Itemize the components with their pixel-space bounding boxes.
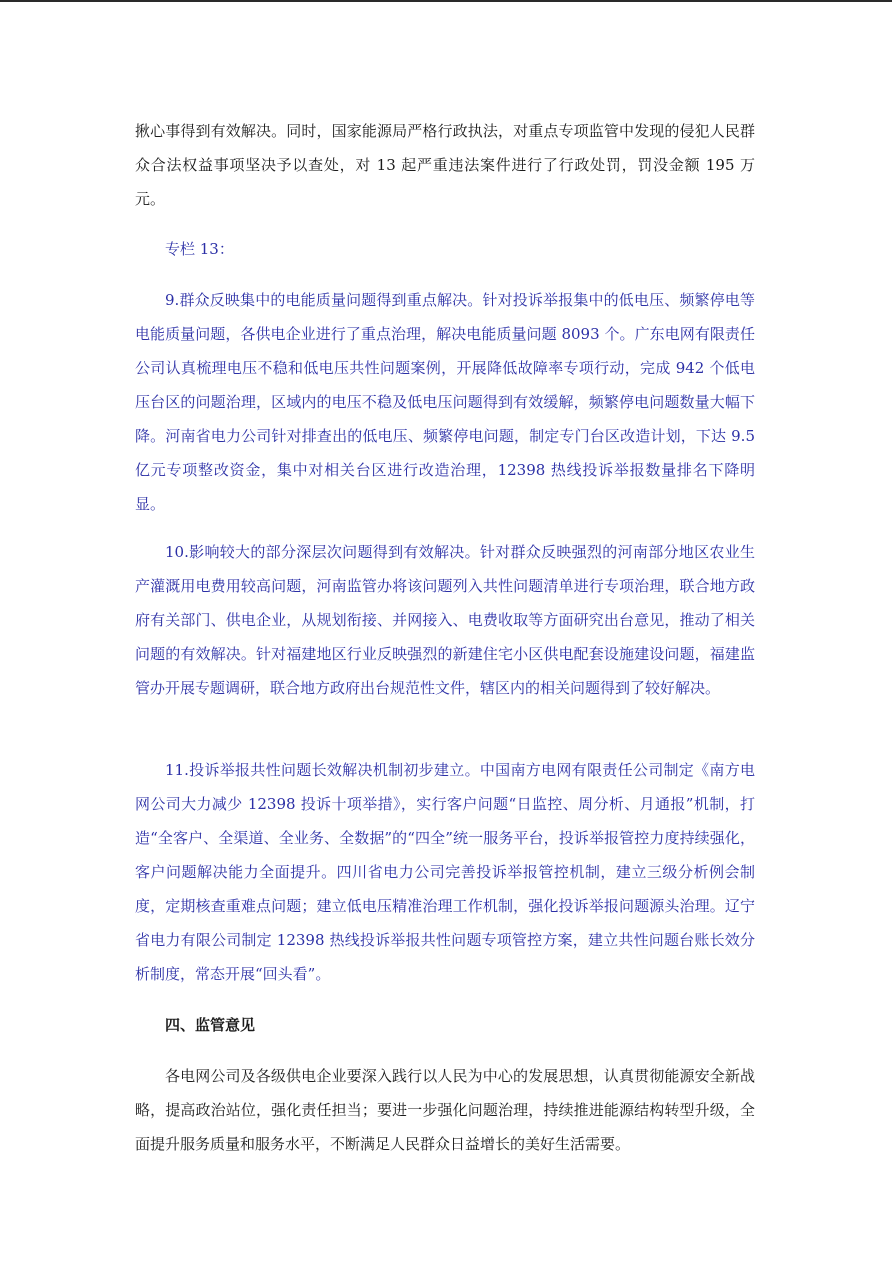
item-9-paragraph: 9.群众反映集中的电能质量问题得到重点解决。针对投诉举报集中的低电压、频繁停电等电能质量问题，各供电企业进行了重点治理，解决电能质量问题 8093 个。广东电网有限责任公司认真梳理电压不稳和低电压共性问题案例，开展降低故障率专项行动，完成 942 个低电压台区的问题治理，区域内的电压不稳及低电压问题得到有效缓解，频繁停电问题数量大幅下降。河南省电力公司针对排查出的低电压、频繁停电问题，制定专门台区改造计划，下达 9.5 亿元专项整改资金，集中对相关台区进行改造治理，12398 热线投诉举报数量排名下降明显。 <box>135 291 755 513</box>
conclusion-paragraph: 各电网公司及各级供电企业要深入践行以人民为中心的发展思想，认真贯彻能源安全新战略，提高政治站位，强化责任担当；要进一步强化问题治理，持续推进能源结构转型升级，全面提升服务质量和服务水平，不断满足人民群众日益增长的美好生活需要。 <box>135 1067 755 1153</box>
column-label: 专栏 13： <box>165 240 234 258</box>
item-11-paragraph: 11.投诉举报共性问题长效解决机制初步建立。中国南方电网有限责任公司制定《南方电网公司大力减少 12398 投诉十项举措》，实行客户问题“日监控、周分析、月通报”机制，打造“全客户、全渠道、全业务、全数据”的“四全”统一服务平台，投诉举报管控力度持续强化，客户问题解决能力全面提升。四川省电力公司完善投诉举报管控机制，建立三级分析例会制度，定期核查重难点问题；建立低电压精准治理工作机制，强化投诉举报问题源头治理。辽宁省电力有限公司制定 12398 热线投诉举报共性问题专项管控方案，建立共性问题台账长效分析制度，常态开展“回头看”。 <box>135 761 755 983</box>
section-heading: 四、监管意见 <box>165 1016 256 1034</box>
intro-continuation-paragraph: 揪心事得到有效解决。同时，国家能源局严格行政执法，对重点专项监管中发现的侵犯人民群众合法权益事项坚决予以查处，对 13 起严重违法案件进行了行政处罚，罚没金额 195 万元。 <box>135 122 755 208</box>
item-10-paragraph: 10.影响较大的部分深层次问题得到有效解决。针对群众反映强烈的河南部分地区农业生产灌溉用电费用较高问题，河南监管办将该问题列入共性问题清单进行专项治理，联合地方政府有关部门、供电企业，从规划衔接、并网接入、电费收取等方面研究出台意见，推动了相关问题的有效解决。针对福建地区行业反映强烈的新建住宅小区供电配套设施建设问题，福建监管办开展专题调研，联合地方政府出台规范性文件，辖区内的相关问题得到了较好解决。 <box>135 543 755 697</box>
